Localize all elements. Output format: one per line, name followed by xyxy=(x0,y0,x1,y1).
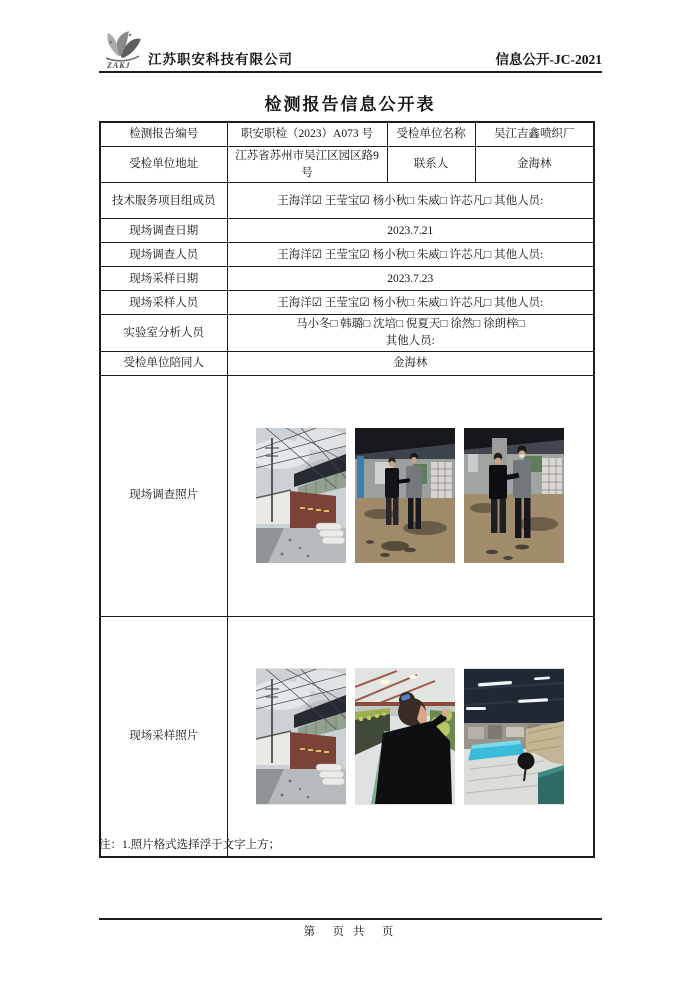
table-row xyxy=(100,267,594,291)
sampling-date-value: 2023.7.23 xyxy=(227,267,594,291)
sampling-date-label: 现场采样日期 xyxy=(100,267,227,291)
table-row xyxy=(100,315,594,351)
brand xyxy=(99,29,293,71)
table-row xyxy=(100,351,594,375)
team-label: 技术服务项目组成员 xyxy=(100,183,227,219)
address-label: 受检单位地址 xyxy=(100,147,227,183)
sampling-photos-cell xyxy=(227,616,594,857)
document-code: 信息公开-JC-2021 xyxy=(495,52,602,67)
footnote: 注：1.照片格式选择浮于文字上方； xyxy=(99,839,281,851)
table-row xyxy=(100,291,594,315)
table-row xyxy=(100,375,594,616)
address-value: 江苏省苏州市吴江区园区路9 号 xyxy=(227,147,387,183)
table-row xyxy=(100,122,594,147)
survey-staff-checkboxes: 王海洋☑ 王莹宝☑ 杨小秋□ 朱威□ 许芯凡□ 其他人员: xyxy=(227,243,594,267)
photo-looms-noise-meter xyxy=(464,668,564,805)
unit-name-value: 吴江吉鑫喷织厂 xyxy=(475,122,594,147)
lab-staff-line1: 马小冬□ 韩璐□ 沈培□ 倪夏天□ 徐然□ 徐朗梓□ xyxy=(295,318,525,331)
lab-staff-checkboxes xyxy=(227,315,594,351)
photo-inspectors-instrument xyxy=(464,428,564,563)
company-logo-icon xyxy=(99,29,145,71)
sampling-staff-checkboxes: 王海洋☑ 王莹宝☑ 杨小秋□ 朱威□ 许芯凡□ 其他人员: xyxy=(227,291,594,315)
survey-photos-cell xyxy=(227,375,594,616)
table-row xyxy=(100,219,594,243)
lab-staff-line2: 其他人员: xyxy=(385,335,435,348)
disclosure-form-table xyxy=(99,121,595,858)
page-number-footer: 第 页 共 页 xyxy=(303,926,397,938)
sampling-photo-strip xyxy=(232,618,590,855)
survey-photo-strip xyxy=(232,377,590,615)
table-row xyxy=(100,616,594,857)
table-row xyxy=(100,243,594,267)
unit-name-label: 受检单位名称 xyxy=(387,122,475,147)
company-name: 江苏职安科技有限公司 xyxy=(148,52,293,67)
page-title: 检测报告信息公开表 xyxy=(264,95,436,114)
table-row xyxy=(100,183,594,219)
photo-inspectors-yard xyxy=(355,428,455,563)
lab-staff-label: 实验室分析人员 xyxy=(100,315,227,351)
report-no-label: 检测报告编号 xyxy=(100,122,227,147)
escort-value: 金海林 xyxy=(227,351,594,375)
team-members-checkboxes: 王海洋☑ 王莹宝☑ 杨小秋□ 朱威□ 许芯凡□ 其他人员: xyxy=(227,183,594,219)
page-header xyxy=(99,28,602,73)
sampling-photos-label: 现场采样照片 xyxy=(100,616,227,857)
contact-label: 联系人 xyxy=(387,147,475,183)
contact-value: 金海林 xyxy=(475,147,594,183)
sampling-staff-label: 现场采样人员 xyxy=(100,291,227,315)
photo-factory-gate xyxy=(256,668,346,805)
report-no-value: 职安职检（2023）A073 号 xyxy=(227,122,387,147)
survey-photos-label: 现场调查照片 xyxy=(100,375,227,616)
survey-staff-label: 现场调查人员 xyxy=(100,243,227,267)
photo-worker-machines xyxy=(355,668,455,805)
survey-date-label: 现场调查日期 xyxy=(100,219,227,243)
survey-date-value: 2023.7.21 xyxy=(227,219,594,243)
table-row xyxy=(100,147,594,183)
footer-divider xyxy=(99,918,602,920)
photo-factory-gate xyxy=(256,428,346,563)
escort-label: 受检单位陪同人 xyxy=(100,351,227,375)
